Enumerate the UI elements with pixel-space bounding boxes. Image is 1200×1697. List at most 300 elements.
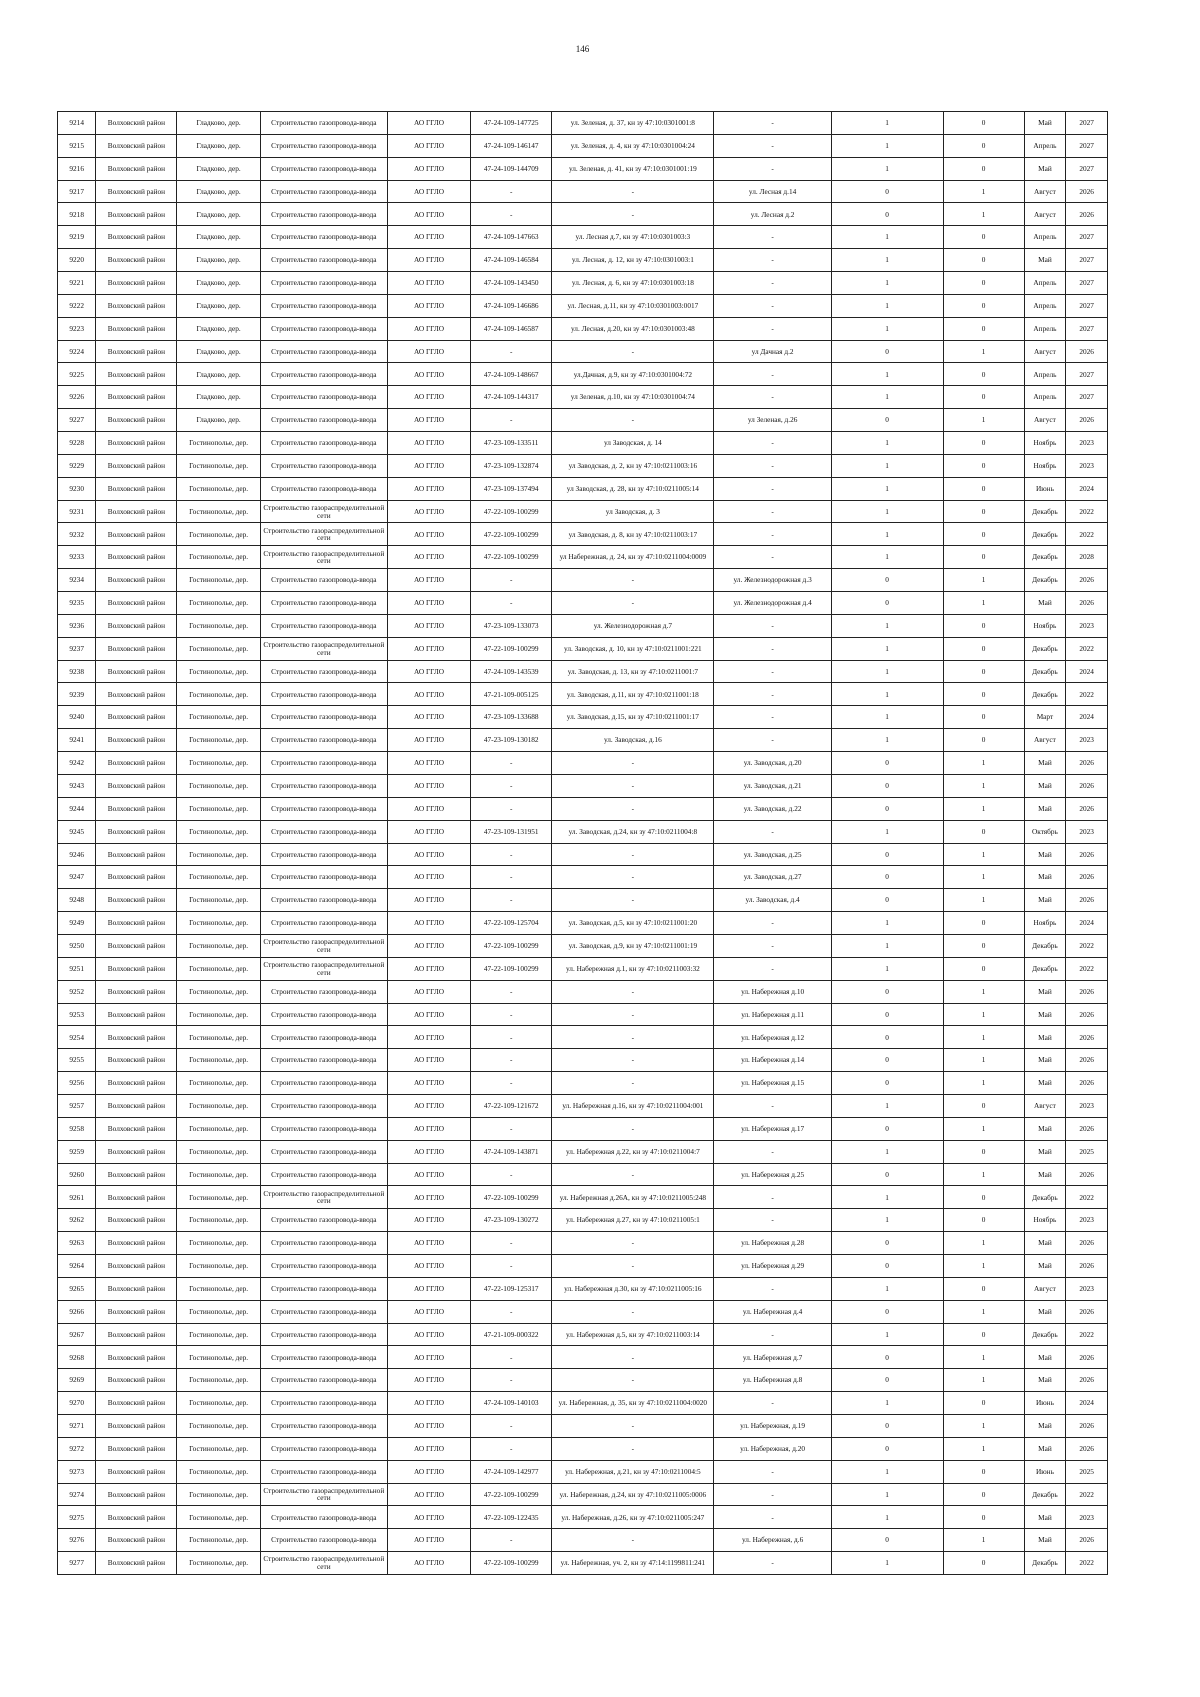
work-type-cell: Строительство газораспределительной сети [260,957,387,980]
organization-cell: АО ГГЛО [387,500,470,523]
address-cell: - [714,729,831,752]
district-cell: Волховский район [96,546,177,569]
application-number-cell: 47-24-109-147725 [471,112,552,135]
organization-cell: АО ГГЛО [387,1392,470,1415]
month-cell: Август [1024,729,1066,752]
indicator-1-cell: 1 [831,226,943,249]
work-type-cell: Строительство газопровода-ввода [260,1460,387,1483]
work-type-cell: Строительство газопровода-ввода [260,1369,387,1392]
district-cell: Волховский район [96,180,177,203]
settlement-cell: Гостинополье, дер. [177,1552,260,1575]
district-cell: Волховский район [96,1094,177,1117]
indicator-2-cell: 0 [943,386,1024,409]
organization-cell: АО ГГЛО [387,363,470,386]
settlement-cell: Гостинополье, дер. [177,1300,260,1323]
row-number-cell: 9275 [58,1506,96,1529]
indicator-2-cell: 1 [943,1117,1024,1140]
year-cell: 2026 [1066,1254,1108,1277]
row-number-cell: 9217 [58,180,96,203]
organization-cell: АО ГГЛО [387,1254,470,1277]
work-type-cell: Строительство газораспределительной сети [260,523,387,546]
indicator-2-cell: 0 [943,957,1024,980]
month-cell: Май [1024,1529,1066,1552]
year-cell: 2022 [1066,1186,1108,1209]
row-number-cell: 9236 [58,614,96,637]
indicator-2-cell: 0 [943,660,1024,683]
month-cell: Май [1024,774,1066,797]
district-cell: Волховский район [96,980,177,1003]
row-number-cell: 9246 [58,843,96,866]
year-cell: 2027 [1066,134,1108,157]
indicator-1-cell: 0 [831,180,943,203]
row-number-cell: 9230 [58,477,96,500]
district-cell: Волховский район [96,683,177,706]
district-cell: Волховский район [96,1254,177,1277]
cadastral-address-cell: ул Заводская, д. 3 [552,500,714,523]
year-cell: 2022 [1066,523,1108,546]
year-cell: 2022 [1066,957,1108,980]
address-cell: ул. Набережная д.15 [714,1072,831,1095]
table-row [58,272,1108,295]
district-cell: Волховский район [96,226,177,249]
row-number-cell: 9243 [58,774,96,797]
table-row [58,957,1108,980]
application-number-cell: - [471,1529,552,1552]
application-number-cell: 47-23-109-133511 [471,432,552,455]
district-cell: Волховский район [96,1003,177,1026]
settlement-cell: Гостинополье, дер. [177,477,260,500]
row-number-cell: 9237 [58,637,96,660]
settlement-cell: Гостинополье, дер. [177,1186,260,1209]
settlement-cell: Гладково, дер. [177,340,260,363]
organization-cell: АО ГГЛО [387,1163,470,1186]
work-type-cell: Строительство газопровода-ввода [260,683,387,706]
indicator-1-cell: 1 [831,317,943,340]
district-cell: Волховский район [96,1369,177,1392]
application-number-cell: 47-23-109-132874 [471,454,552,477]
table-row [58,1072,1108,1095]
year-cell: 2027 [1066,317,1108,340]
organization-cell: АО ГГЛО [387,1140,470,1163]
work-type-cell: Строительство газопровода-ввода [260,363,387,386]
application-number-cell: - [471,1369,552,1392]
work-type-cell: Строительство газопровода-ввода [260,249,387,272]
month-cell: Май [1024,1254,1066,1277]
indicator-2-cell: 0 [943,1483,1024,1506]
application-number-cell: - [471,203,552,226]
district-cell: Волховский район [96,249,177,272]
application-number-cell: 47-23-109-130272 [471,1209,552,1232]
work-type-cell: Строительство газопровода-ввода [260,294,387,317]
indicator-1-cell: 0 [831,340,943,363]
settlement-cell: Гостинополье, дер. [177,546,260,569]
settlement-cell: Гостинополье, дер. [177,454,260,477]
indicator-2-cell: 0 [943,363,1024,386]
district-cell: Волховский район [96,569,177,592]
indicator-1-cell: 0 [831,1117,943,1140]
table-row [58,569,1108,592]
application-number-cell: - [471,592,552,615]
district-cell: Волховский район [96,1140,177,1163]
work-type-cell: Строительство газопровода-ввода [260,272,387,295]
cadastral-address-cell: - [552,1163,714,1186]
district-cell: Волховский район [96,774,177,797]
indicator-1-cell: 0 [831,889,943,912]
table-row [58,180,1108,203]
year-cell: 2023 [1066,729,1108,752]
address-cell: - [714,363,831,386]
table-row [58,1552,1108,1575]
table-row [58,386,1108,409]
row-number-cell: 9262 [58,1209,96,1232]
organization-cell: АО ГГЛО [387,134,470,157]
month-cell: Май [1024,797,1066,820]
year-cell: 2024 [1066,660,1108,683]
organization-cell: АО ГГЛО [387,272,470,295]
address-cell: ул. Набережная д.29 [714,1254,831,1277]
cadastral-address-cell: ул. Набережная, д.24, кн зу 47:10:0211005:0006 [552,1483,714,1506]
year-cell: 2022 [1066,934,1108,957]
address-cell: - [714,706,831,729]
table-row [58,660,1108,683]
indicator-2-cell: 1 [943,889,1024,912]
indicator-1-cell: 0 [831,1346,943,1369]
cadastral-address-cell: ул.Дачная, д.9, кн зу 47:10:0301004:72 [552,363,714,386]
year-cell: 2026 [1066,797,1108,820]
work-type-cell: Строительство газопровода-ввода [260,752,387,775]
work-type-cell: Строительство газопровода-ввода [260,797,387,820]
address-cell: - [714,1460,831,1483]
settlement-cell: Гостинополье, дер. [177,866,260,889]
district-cell: Волховский район [96,1323,177,1346]
address-cell: ул. Набережная д.8 [714,1369,831,1392]
month-cell: Май [1024,1232,1066,1255]
year-cell: 2026 [1066,1369,1108,1392]
settlement-cell: Гладково, дер. [177,409,260,432]
address-cell: - [714,1506,831,1529]
work-type-cell: Строительство газопровода-ввода [260,843,387,866]
indicator-1-cell: 1 [831,1323,943,1346]
settlement-cell: Гостинополье, дер. [177,706,260,729]
settlement-cell: Гостинополье, дер. [177,1323,260,1346]
application-number-cell: - [471,1072,552,1095]
address-cell: ул. Набережная д.4 [714,1300,831,1323]
settlement-cell: Гостинополье, дер. [177,569,260,592]
district-cell: Волховский район [96,363,177,386]
month-cell: Май [1024,249,1066,272]
cadastral-address-cell: ул. Лесная д.7, кн зу 47:10:0301003:3 [552,226,714,249]
settlement-cell: Гостинополье, дер. [177,1140,260,1163]
address-cell: ул. Заводская, д.20 [714,752,831,775]
row-number-cell: 9261 [58,1186,96,1209]
table-row [58,477,1108,500]
cadastral-address-cell: ул. Заводская, д.24, кн зу 47:10:0211004:8 [552,820,714,843]
year-cell: 2026 [1066,1232,1108,1255]
organization-cell: АО ГГЛО [387,157,470,180]
organization-cell: АО ГГЛО [387,226,470,249]
month-cell: Апрель [1024,294,1066,317]
address-cell: - [714,523,831,546]
table-row [58,1460,1108,1483]
year-cell: 2026 [1066,1072,1108,1095]
year-cell: 2026 [1066,569,1108,592]
row-number-cell: 9254 [58,1026,96,1049]
month-cell: Май [1024,752,1066,775]
table-row [58,1140,1108,1163]
row-number-cell: 9248 [58,889,96,912]
settlement-cell: Гостинополье, дер. [177,1346,260,1369]
table-row [58,1254,1108,1277]
row-number-cell: 9267 [58,1323,96,1346]
row-number-cell: 9251 [58,957,96,980]
year-cell: 2022 [1066,637,1108,660]
district-cell: Волховский район [96,957,177,980]
table-row [58,1369,1108,1392]
month-cell: Декабрь [1024,569,1066,592]
row-number-cell: 9258 [58,1117,96,1140]
application-number-cell: 47-22-109-100299 [471,957,552,980]
address-cell: - [714,226,831,249]
row-number-cell: 9266 [58,1300,96,1323]
organization-cell: АО ГГЛО [387,683,470,706]
indicator-1-cell: 1 [831,683,943,706]
settlement-cell: Гостинополье, дер. [177,614,260,637]
cadastral-address-cell: ул Заводская, д. 8, кн зу 47:10:0211003:17 [552,523,714,546]
application-number-cell: 47-24-109-144317 [471,386,552,409]
application-number-cell: - [471,980,552,1003]
address-cell: - [714,1552,831,1575]
settlement-cell: Гостинополье, дер. [177,797,260,820]
indicator-1-cell: 1 [831,729,943,752]
application-number-cell: - [471,1026,552,1049]
month-cell: Декабрь [1024,957,1066,980]
row-number-cell: 9268 [58,1346,96,1369]
cadastral-address-cell: ул. Зеленая, д. 4, кн зу 47:10:0301004:24 [552,134,714,157]
cadastral-address-cell: ул. Лесная, д. 6, кн зу 47:10:0301003:18 [552,272,714,295]
address-cell: - [714,112,831,135]
indicator-1-cell: 0 [831,752,943,775]
address-cell: ул. Набережная, д.6 [714,1529,831,1552]
organization-cell: АО ГГЛО [387,1300,470,1323]
work-type-cell: Строительство газопровода-ввода [260,1346,387,1369]
table-row [58,820,1108,843]
address-cell: - [714,294,831,317]
indicator-2-cell: 1 [943,774,1024,797]
address-cell: - [714,432,831,455]
year-cell: 2027 [1066,294,1108,317]
district-cell: Волховский район [96,203,177,226]
table-row [58,1437,1108,1460]
table-row [58,454,1108,477]
organization-cell: АО ГГЛО [387,294,470,317]
work-type-cell: Строительство газопровода-ввода [260,1072,387,1095]
month-cell: Декабрь [1024,934,1066,957]
address-cell: - [714,614,831,637]
address-cell: - [714,660,831,683]
cadastral-address-cell: ул. Заводская, д. 10, кн зу 47:10:0211001:221 [552,637,714,660]
cadastral-address-cell: - [552,1003,714,1026]
organization-cell: АО ГГЛО [387,889,470,912]
indicator-1-cell: 0 [831,1026,943,1049]
work-type-cell: Строительство газопровода-ввода [260,1163,387,1186]
indicator-2-cell: 0 [943,546,1024,569]
indicator-2-cell: 1 [943,180,1024,203]
work-type-cell: Строительство газопровода-ввода [260,134,387,157]
year-cell: 2027 [1066,249,1108,272]
indicator-1-cell: 0 [831,1049,943,1072]
indicator-2-cell: 1 [943,592,1024,615]
application-number-cell: - [471,180,552,203]
district-cell: Волховский район [96,912,177,935]
year-cell: 2023 [1066,454,1108,477]
indicator-1-cell: 0 [831,1437,943,1460]
work-type-cell: Строительство газораспределительной сети [260,637,387,660]
table-row [58,706,1108,729]
indicator-1-cell: 1 [831,706,943,729]
year-cell: 2026 [1066,592,1108,615]
year-cell: 2027 [1066,157,1108,180]
application-number-cell: - [471,1232,552,1255]
organization-cell: АО ГГЛО [387,1323,470,1346]
indicator-2-cell: 0 [943,729,1024,752]
indicator-2-cell: 0 [943,1094,1024,1117]
row-number-cell: 9232 [58,523,96,546]
application-number-cell: - [471,1163,552,1186]
month-cell: Апрель [1024,386,1066,409]
settlement-cell: Гостинополье, дер. [177,1483,260,1506]
address-cell: ул. Заводская, д.27 [714,866,831,889]
row-number-cell: 9233 [58,546,96,569]
application-number-cell: 47-23-109-133688 [471,706,552,729]
month-cell: Ноябрь [1024,454,1066,477]
indicator-2-cell: 0 [943,934,1024,957]
indicator-2-cell: 0 [943,1140,1024,1163]
cadastral-address-cell: - [552,980,714,1003]
application-number-cell: 47-23-109-130182 [471,729,552,752]
settlement-cell: Гладково, дер. [177,317,260,340]
month-cell: Август [1024,1094,1066,1117]
district-cell: Волховский район [96,500,177,523]
organization-cell: АО ГГЛО [387,752,470,775]
month-cell: Март [1024,706,1066,729]
application-number-cell: 47-22-109-100299 [471,1552,552,1575]
cadastral-address-cell: - [552,1049,714,1072]
cadastral-address-cell: - [552,1254,714,1277]
year-cell: 2023 [1066,614,1108,637]
district-cell: Волховский район [96,797,177,820]
application-number-cell: - [471,1049,552,1072]
row-number-cell: 9273 [58,1460,96,1483]
cadastral-address-cell: ул. Набережная д.26А, кн зу 47:10:0211005:248 [552,1186,714,1209]
indicator-2-cell: 1 [943,1414,1024,1437]
row-number-cell: 9220 [58,249,96,272]
settlement-cell: Гладково, дер. [177,226,260,249]
organization-cell: АО ГГЛО [387,523,470,546]
table-row [58,134,1108,157]
indicator-1-cell: 1 [831,934,943,957]
settlement-cell: Гостинополье, дер. [177,637,260,660]
indicator-1-cell: 0 [831,866,943,889]
row-number-cell: 9241 [58,729,96,752]
application-number-cell: - [471,1414,552,1437]
month-cell: Май [1024,1003,1066,1026]
address-cell: - [714,1186,831,1209]
work-type-cell: Строительство газопровода-ввода [260,1254,387,1277]
table-row [58,843,1108,866]
year-cell: 2022 [1066,1323,1108,1346]
indicator-1-cell: 0 [831,203,943,226]
month-cell: Декабрь [1024,683,1066,706]
work-type-cell: Строительство газопровода-ввода [260,1437,387,1460]
district-cell: Волховский район [96,134,177,157]
application-number-cell: 47-21-109-005125 [471,683,552,706]
month-cell: Май [1024,1117,1066,1140]
address-cell: - [714,249,831,272]
settlement-cell: Гостинополье, дер. [177,660,260,683]
indicator-2-cell: 1 [943,866,1024,889]
indicator-1-cell: 1 [831,1392,943,1415]
month-cell: Апрель [1024,363,1066,386]
cadastral-address-cell: - [552,569,714,592]
year-cell: 2026 [1066,1117,1108,1140]
application-number-cell: 47-22-109-122435 [471,1506,552,1529]
table-row [58,637,1108,660]
indicator-1-cell: 1 [831,614,943,637]
indicator-2-cell: 1 [943,1072,1024,1095]
district-cell: Волховский район [96,1209,177,1232]
cadastral-address-cell: - [552,843,714,866]
cadastral-address-cell: ул Заводская, д. 28, кн зу 47:10:0211005:14 [552,477,714,500]
district-cell: Волховский район [96,614,177,637]
work-type-cell: Строительство газопровода-ввода [260,1209,387,1232]
organization-cell: АО ГГЛО [387,637,470,660]
application-number-cell: 47-22-109-100299 [471,1186,552,1209]
address-cell: ул. Железнодорожная д.3 [714,569,831,592]
table-row [58,112,1108,135]
table-row [58,1300,1108,1323]
settlement-cell: Гостинополье, дер. [177,500,260,523]
application-number-cell: 47-22-109-100299 [471,500,552,523]
indicator-1-cell: 1 [831,477,943,500]
table-row [58,797,1108,820]
year-cell: 2026 [1066,203,1108,226]
application-number-cell: - [471,409,552,432]
year-cell: 2024 [1066,1392,1108,1415]
indicator-2-cell: 0 [943,1392,1024,1415]
settlement-cell: Гладково, дер. [177,180,260,203]
district-cell: Волховский район [96,1072,177,1095]
month-cell: Май [1024,1414,1066,1437]
table-row [58,866,1108,889]
table-row [58,729,1108,752]
indicator-2-cell: 1 [943,1254,1024,1277]
district-cell: Волховский район [96,1300,177,1323]
organization-cell: АО ГГЛО [387,1094,470,1117]
indicator-2-cell: 1 [943,1529,1024,1552]
row-number-cell: 9228 [58,432,96,455]
settlement-cell: Гостинополье, дер. [177,1506,260,1529]
row-number-cell: 9274 [58,1483,96,1506]
table-row [58,1483,1108,1506]
table-row [58,249,1108,272]
address-cell: ул. Набережная д.10 [714,980,831,1003]
organization-cell: АО ГГЛО [387,1232,470,1255]
month-cell: Май [1024,592,1066,615]
work-type-cell: Строительство газопровода-ввода [260,1117,387,1140]
address-cell: - [714,157,831,180]
work-type-cell: Строительство газопровода-ввода [260,317,387,340]
row-number-cell: 9227 [58,409,96,432]
